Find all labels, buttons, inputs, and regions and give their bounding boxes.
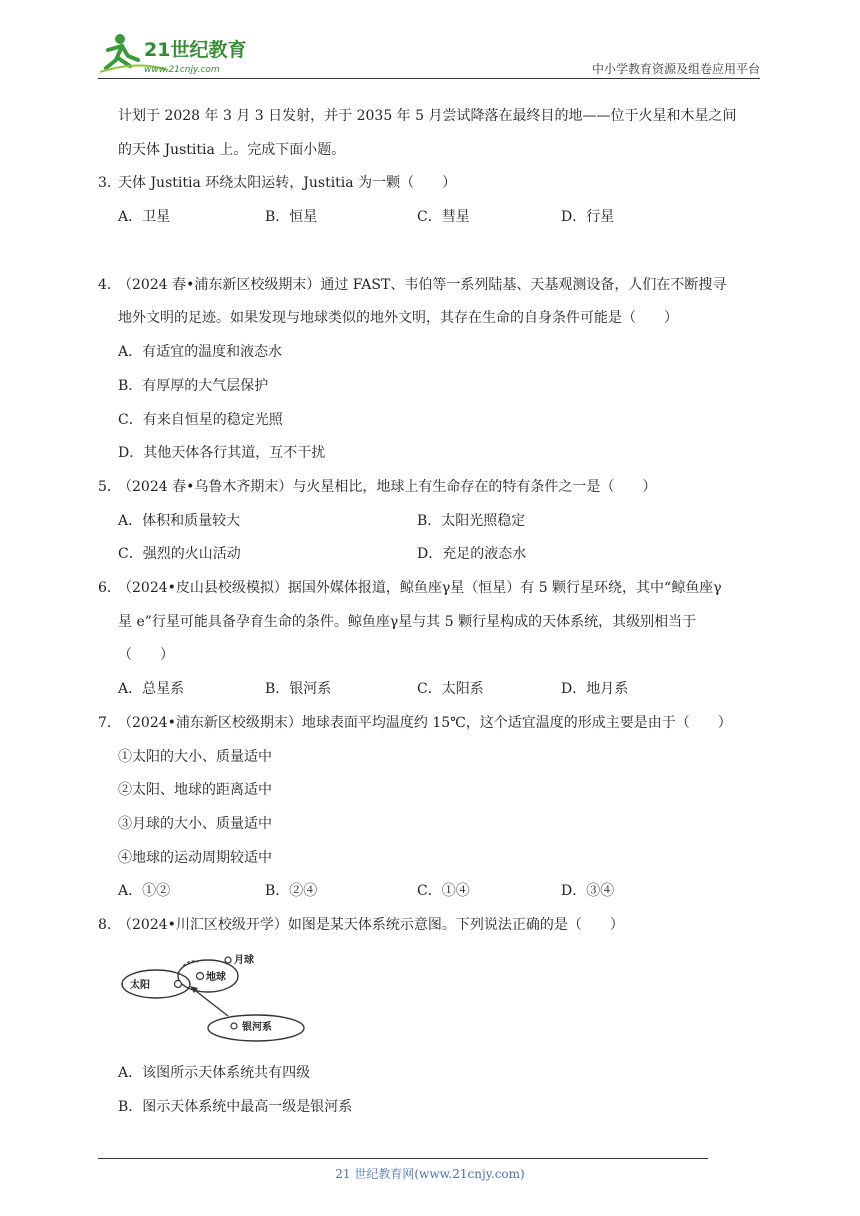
question-7-item-2: ②太阳、地球的距离适中 [118, 782, 272, 798]
celestial-system-diagram [118, 948, 308, 1042]
logo-main-text: 21世纪教育 [144, 39, 247, 61]
question-5-number: 5． [98, 479, 121, 495]
question-3-option-a: A．卫星 [118, 209, 171, 225]
question-6-stem-line-3: （ ） [118, 647, 174, 663]
question-4-option-a: A．有适宜的温度和液态水 [118, 344, 283, 360]
galaxy-label: 银河系 [242, 1022, 272, 1033]
question-6-number: 6． [98, 580, 121, 596]
question-7-item-4: ④地球的运动周期较适中 [118, 850, 272, 866]
question-7-item-1: ①太阳的大小、质量适中 [118, 749, 272, 765]
question-8-number: 8． [98, 917, 121, 933]
moon-orbit-arc [180, 961, 198, 970]
moon-label: 月球 [234, 955, 254, 966]
question-8-option-a: A．该图所示天体系统共有四级 [118, 1065, 311, 1081]
question-7-stem: （2024•浦东新区校级期末）地球表面平均温度约 15℃，这个适宜温度的形成主要是由于（ ） [118, 715, 732, 731]
intro-line-2: 的天体 Justitia 上。完成下面小题。 [118, 142, 346, 158]
question-8-option-b: B．图示天体系统中最高一级是银河系 [118, 1099, 353, 1115]
question-4-option-b: B．有厚厚的大气层保护 [118, 378, 269, 394]
site-logo [98, 30, 268, 78]
question-7-number: 7． [98, 715, 121, 731]
question-5-option-d: D．充足的液态水 [417, 546, 527, 562]
intro-line-1: 计划于 2028 年 3 月 3 日发射，并于 2035 年 5 月尝试降落在最终目的地——位于火星和木星之间 [118, 108, 737, 124]
question-5-option-a: A．体积和质量较大 [118, 513, 241, 529]
sun-label: 太阳 [130, 980, 150, 991]
footer-link[interactable]: 21 世纪教育网(www.21cnjy.com) [335, 1167, 525, 1181]
question-7-option-a: A．①② [118, 883, 171, 899]
moon-dot [225, 957, 231, 963]
logo-url-text: www.21cnjy.com [144, 65, 220, 75]
question-5-option-c: C．强烈的火山活动 [118, 546, 241, 562]
question-8-stem: （2024•川汇区校级开学）如图是某天体系统示意图。下列说法正确的是（ ） [118, 917, 624, 933]
question-7-item-3: ③月球的大小、质量适中 [118, 816, 272, 832]
question-3-option-d: D．行星 [561, 209, 615, 225]
sun-dot [175, 981, 182, 988]
question-6-option-a: A．总星系 [118, 681, 185, 697]
question-3-number: 3． [98, 175, 121, 191]
page-header [98, 30, 760, 80]
question-4-stem-line-2: 地外文明的足迹。如果发现与地球类似的地外文明，其存在生命的自身条件可能是（ ） [118, 310, 678, 326]
question-4-number: 4． [98, 277, 121, 293]
question-3-option-b: B．恒星 [265, 209, 318, 225]
question-5-stem: （2024 春•乌鲁木齐期末）与火星相比，地球上有生命存在的特有条件之一是（ ） [118, 479, 657, 495]
question-3-stem: 天体 Justitia 环绕太阳运转，Justitia 为一颗（ ） [118, 175, 457, 191]
question-6-option-b: B．银河系 [265, 681, 332, 697]
footer-divider [98, 1158, 708, 1159]
question-4-stem-line-1: （2024 春•浦东新区校级期末）通过 FAST、韦伯等一系列陆基、天基观测设备，人们在不断搜寻 [118, 277, 727, 293]
question-4-option-d: D．其他天体各行其道，互不干扰 [118, 445, 326, 461]
question-7-option-b: B．②④ [265, 883, 318, 899]
header-divider [98, 78, 760, 79]
question-6-stem-line-1: （2024•皮山县校级模拟）据国外媒体报道，鲸鱼座γ星（恒星）有 5 颗行星环绕，其中“鲸鱼座γ [118, 580, 722, 596]
question-6-stem-line-2: 星 e”行星可能具备孕育生命的条件。鲸鱼座γ星与其 5 颗行星构成的天体系统，其级别相当于 [118, 614, 697, 630]
header-platform-text: 中小学教育资源及组卷应用平台 [591, 62, 760, 76]
question-6-option-d: D．地月系 [561, 681, 629, 697]
question-6-option-c: C．太阳系 [417, 681, 484, 697]
earth-dot [197, 973, 204, 980]
galaxy-dot [231, 1023, 237, 1029]
question-5-option-b: B．太阳光照稳定 [417, 513, 526, 529]
question-7-option-c: C．①④ [417, 883, 470, 899]
question-3-option-c: C．彗星 [417, 209, 470, 225]
question-4-option-c: C．有来自恒星的稳定光照 [118, 412, 283, 428]
earth-label: 地球 [206, 972, 226, 983]
question-7-option-d: D．③④ [561, 883, 615, 899]
